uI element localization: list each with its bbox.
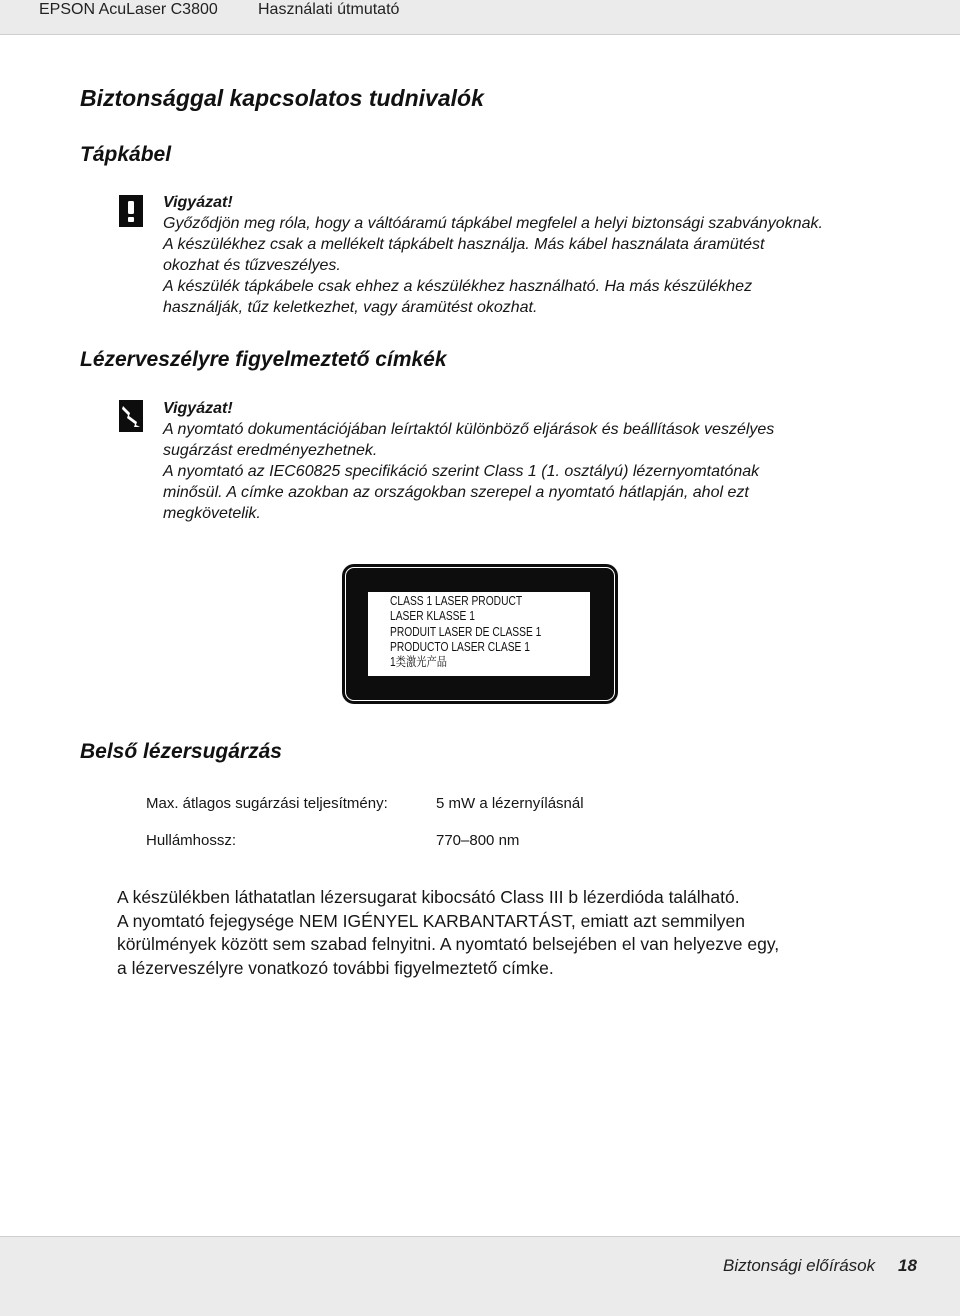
label-line: 1类激光产品 xyxy=(390,655,447,670)
label-text xyxy=(390,594,541,670)
paragraph-line: A készülékben láthatatlan lézersugarat kibocsátó Class III b lézerdióda található. xyxy=(117,887,740,907)
label-line: PRODUIT LASER DE CLASSE 1 xyxy=(390,624,542,639)
power-cord-heading: Tápkábel xyxy=(80,143,172,166)
paragraph-line: körülmények között sem szabad felnyitni. A nyomtató belsejében el van helyezve egy, xyxy=(117,934,780,954)
caution-line: Győződjön meg róla, hogy a váltóáramú tápkábel megfelel a helyi biztonsági szabványoknak. xyxy=(163,215,823,232)
footer-section-title: Biztonsági előírások xyxy=(723,1256,876,1275)
paragraph-line: a lézerveszélyre vonatkozó további figyelmeztető címke. xyxy=(117,957,554,978)
caution-line: A készülék tápkábele csak ehhez a készülékhez használható. Ha más készülékhez xyxy=(163,278,753,295)
caution-line: okozhat és tűzveszélyes. xyxy=(163,257,341,274)
exclamation-icon xyxy=(119,195,143,227)
caution-line: A nyomtató az IEC60825 specifikáció szerint Class 1 (1. osztályú) lézernyomtatónak xyxy=(163,463,760,480)
paragraph-line: A nyomtató fejegysége NEM IGÉNYEL KARBANTARTÁST, emiatt azt semmilyen xyxy=(117,910,745,931)
label-line: PRODUCTO LASER CLASE 1 xyxy=(390,639,530,654)
spec-key-power: Max. átlagos sugárzási teljesítmény: xyxy=(146,795,388,812)
laser-labels-heading: Lézerveszélyre figyelmeztető címkék xyxy=(80,348,447,371)
internal-radiation-heading: Belső lézersugárzás xyxy=(80,740,282,763)
page-title: Biztonsággal kapcsolatos tudnivalók xyxy=(80,85,484,111)
caution-line: megkövetelik. xyxy=(163,505,261,522)
lightning-icon xyxy=(119,400,143,432)
caution-line: A készülékhez csak a mellékelt tápkábelt használja. Más kábel használata áramütést xyxy=(163,236,765,253)
page-footer xyxy=(0,1236,960,1316)
guide-title: Használati útmutató xyxy=(258,1,400,18)
caution-title: Vigyázat! xyxy=(163,400,233,417)
caution-line: minősül. A címke azokban az országokban szerepel a nyomtató hátlapján, ahol ezt xyxy=(163,484,749,501)
power-cord-caution xyxy=(163,192,903,318)
internal-radiation-paragraph xyxy=(117,886,877,980)
page-header xyxy=(0,0,960,35)
page-number: 18 xyxy=(898,1256,917,1275)
spec-value-power: 5 mW a lézernyílásnál xyxy=(436,795,584,812)
spec-key-wavelength: Hullámhossz: xyxy=(146,832,237,849)
caution-line: sugárzást eredményezhetnek. xyxy=(163,442,378,459)
caution-line: használják, tűz keletkezhet, vagy áramütést okozhat. xyxy=(163,299,538,316)
laser-product-label xyxy=(342,564,618,704)
product-name: EPSON AcuLaser C3800 xyxy=(39,1,218,18)
label-line: LASER KLASSE 1 xyxy=(390,609,475,624)
label-line: CLASS 1 LASER PRODUCT xyxy=(390,594,523,608)
caution-title: Vigyázat! xyxy=(163,194,233,211)
caution-line: A nyomtató dokumentációjában leírtaktól különböző eljárások és beállítások veszélyes xyxy=(163,421,775,438)
laser-caution xyxy=(163,398,903,524)
spec-value-wavelength: 770–800 nm xyxy=(436,832,520,849)
